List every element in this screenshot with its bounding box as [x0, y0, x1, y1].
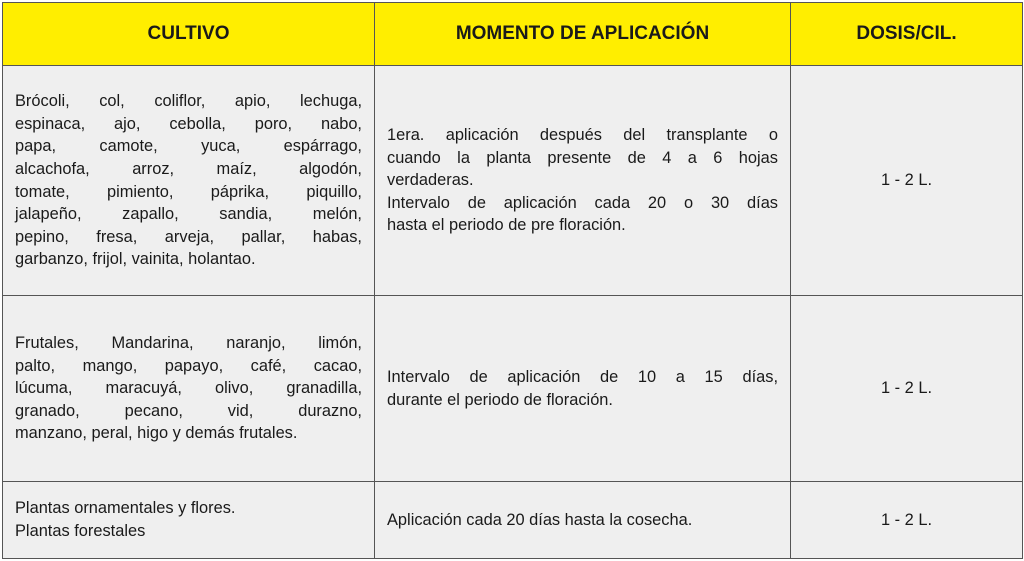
momento-line: hasta el periodo de pre floración.: [387, 216, 626, 235]
momento-line: Aplicación cada 20 días hasta la cosecha.: [387, 510, 693, 529]
header-row: [3, 3, 1023, 66]
cultivo-line: garbanzo, frijol, vainita, holantao.: [15, 250, 256, 269]
table-row: [3, 482, 1023, 559]
table-row: [3, 296, 1023, 482]
cultivo-line: Plantas forestales: [15, 522, 146, 540]
cultivo-line: jalapeño, zapallo, sandia, melón,: [15, 205, 362, 224]
dosis-cell: 1 - 2 L.: [791, 296, 1023, 482]
momento-cell: [375, 296, 791, 482]
cultivo-line: Plantas ornamentales y flores.: [15, 499, 236, 518]
cultivo-line: tomate, pimiento, páprika, piquillo,: [15, 182, 362, 201]
cultivo-cell: [3, 482, 375, 559]
cultivo-line: granado, pecano, vid, durazno,: [15, 401, 362, 420]
cultivo-line: alcachofa, arroz, maíz, algodón,: [15, 159, 362, 178]
cultivo-cell: [3, 296, 375, 482]
cultivo-line: papa, camote, yuca, espárrago,: [15, 137, 362, 156]
momento-line: Intervalo de aplicación cada 20 o 30 días: [387, 193, 778, 212]
momento-cell: [375, 66, 791, 296]
momento-cell: [375, 482, 791, 559]
cultivo-line: palto, mango, papayo, café, cacao,: [15, 356, 362, 375]
momento-line: durante el periodo de floración.: [387, 390, 613, 409]
header-momento: MOMENTO DE APLICACIÓN: [375, 3, 791, 66]
dosis-cell: 1 - 2 L.: [791, 66, 1023, 296]
cultivo-line: manzano, peral, higo y demás frutales.: [15, 424, 298, 443]
momento-line: 1era. aplicación después del transplante o: [387, 126, 778, 145]
cultivo-line: Brócoli, col, coliflor, apio, lechuga,: [15, 92, 362, 111]
momento-line: cuando la planta presente de 4 a 6 hojas: [387, 148, 778, 167]
cultivo-line: lúcuma, maracuyá, olivo, granadilla,: [15, 379, 362, 398]
cultivo-line: Frutales, Mandarina, naranjo, limón,: [15, 334, 362, 353]
table-row: [3, 66, 1023, 296]
header-cultivo: CULTIVO: [3, 3, 375, 66]
dosis-cell: 1 - 2 L.: [791, 482, 1023, 559]
cultivo-line: espinaca, ajo, cebolla, poro, nabo,: [15, 114, 362, 133]
cultivo-cell: [3, 66, 375, 296]
application-table: [2, 2, 1023, 559]
cultivo-line: pepino, fresa, arveja, pallar, habas,: [15, 227, 362, 246]
momento-line: verdaderas.: [387, 171, 474, 190]
header-dosis: DOSIS/CIL.: [791, 3, 1023, 66]
momento-line: Intervalo de aplicación de 10 a 15 días,: [387, 367, 778, 386]
